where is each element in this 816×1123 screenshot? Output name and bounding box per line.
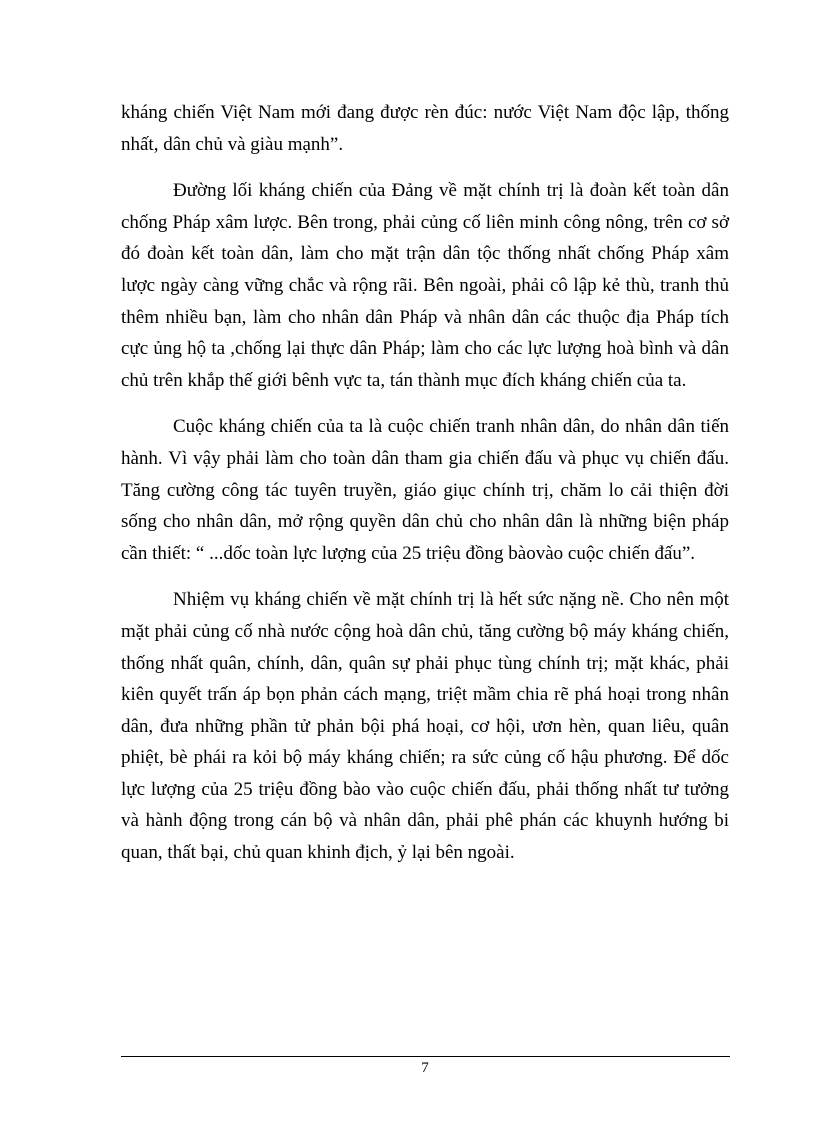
footer-divider	[121, 1056, 730, 1057]
paragraph-continuation: kháng chiến Việt Nam mới đang được rèn đúc: nước Việt Nam độc lập, thống nhất, dân chủ và giàu mạnh”.	[121, 102, 729, 155]
page-number: 7	[421, 1060, 429, 1076]
body-text	[121, 97, 729, 884]
paragraph-political-task: Nhiệm vụ kháng chiến về mặt chính trị là hết sức nặng nề. Cho nên một mặt phải củng cố nhà nước cộng hoà dân chủ, tăng cường bộ máy kháng chiến, thống nhất quân, chính, dân, quân sự phải phục tùng chính trị; mặt khác, phải kiên quyết trấn áp bọn phản cách mạng, triệt mầm chia rẽ phá hoại trong nhân dân, đưa những phần tử phản bội phá hoại, cơ hội, ươn hèn, quan liêu, quân phiệt, bè phái ra kỏi bộ máy kháng chiến; ra sức củng cố hậu phương. Để dốc lực lượng của 25 triệu đồng bào vào cuộc chiến đấu, phải thống nhất tư tưởng và hành động trong cán bộ và nhân dân, phải phê phán các khuynh hướng bi quan, thất bại, chủ quan khinh địch, ỷ lại bên ngoài.	[121, 589, 729, 864]
paragraph-peoples-war: Cuộc kháng chiến của ta là cuộc chiến tranh nhân dân, do nhân dân tiến hành. Vì vậy phải làm cho toàn dân tham gia chiến đấu và phục vụ chiến đấu. Tăng cường công tác tuyên truyền, giáo giục chính trị, chăm lo cải thiện đời sống cho nhân dân, mở rộng quyền dân chủ cho nhân dân là những biện pháp cần thiết: “ ...dốc toàn lực lượng của 25 triệu đồng bàovào cuộc chiến đấu”.	[121, 416, 729, 564]
paragraph-political-line: Đường lối kháng chiến của Đảng về mặt chính trị là đoàn kết toàn dân chống Pháp xâm lược. Bên trong, phải củng cố liên minh công nông, trên cơ sở đó đoàn kết toàn dân, làm cho mặt trận dân tộc thống nhất chống Pháp xâm lược ngày càng vững chắc và rộng rãi. Bên ngoài, phải cô lập kẻ thù, tranh thủ thêm nhiều bạn, làm cho nhân dân Pháp và nhân dân các thuộc địa Pháp tích cực ủng hộ ta ,chống lại thực dân Pháp; làm cho các lực lượng hoà bình và dân chủ trên khắp thế giới bênh vực ta, tán thành mục đích kháng chiến của ta.	[121, 180, 729, 391]
